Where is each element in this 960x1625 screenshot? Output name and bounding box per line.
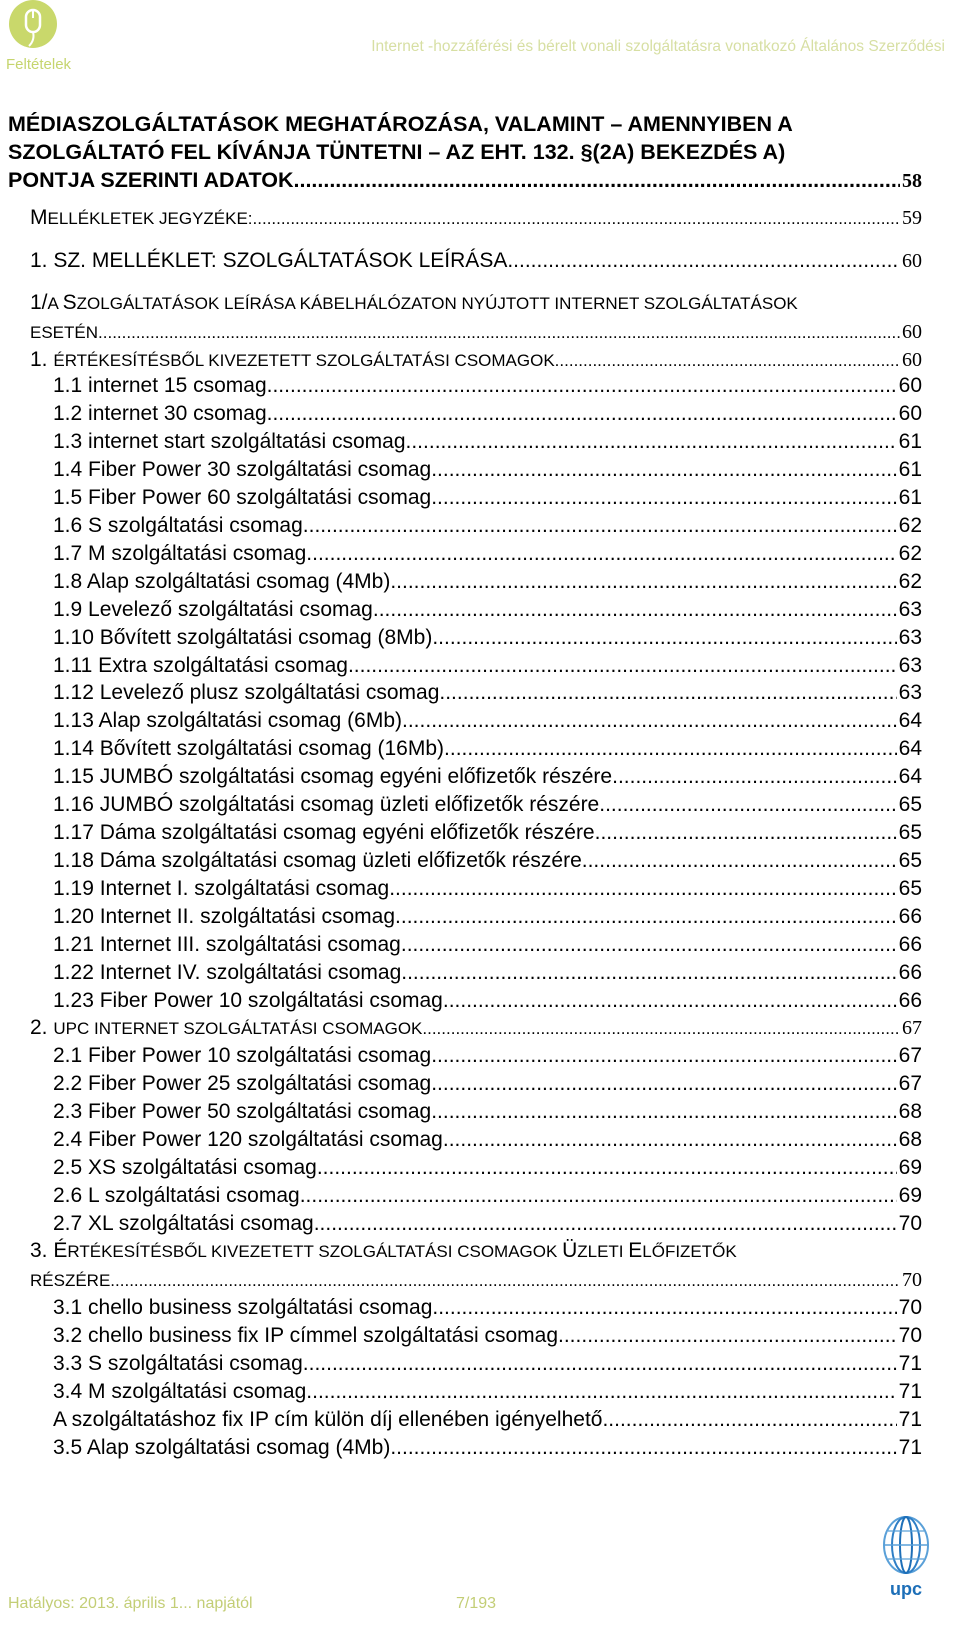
toc-text: 1/ (30, 291, 48, 314)
toc-entry-text: 2.3 Fiber Power 50 szolgáltatási csomag (53, 1100, 432, 1123)
page-number: 70 (898, 1212, 922, 1235)
page-number: 70 (898, 1296, 922, 1319)
toc-entry-sec1[interactable] (30, 348, 922, 372)
toc-entry[interactable] (53, 486, 922, 510)
toc-entry-text: 1.21 Internet III. szolgáltatási csomag (53, 933, 401, 956)
toc-entry-mellekletek[interactable] (30, 206, 922, 230)
toc-entry-text: 3.4 M szolgáltatási csomag (53, 1380, 307, 1403)
page-number: 63 (898, 597, 922, 621)
leader-dots (582, 849, 897, 873)
leader-dots (432, 1296, 896, 1320)
toc-heading-text-3: PONTJA SZERINTI ADATOK. (8, 168, 300, 192)
page-number: 62 (898, 513, 922, 537)
toc-entry[interactable] (53, 793, 922, 817)
toc-entry[interactable] (53, 765, 922, 789)
toc-entry[interactable] (53, 1128, 922, 1152)
toc-entry-sec3-line2[interactable] (30, 1269, 922, 1292)
toc-entry[interactable] (53, 654, 922, 678)
page-number: 60 (902, 349, 922, 371)
toc-entry-a-section-line1[interactable] (30, 291, 798, 315)
page-number: 65 (898, 849, 922, 873)
toc-entry[interactable] (53, 626, 922, 650)
page-number: 65 (898, 877, 922, 901)
toc-entry[interactable] (53, 877, 922, 901)
page-number: 68 (898, 1128, 922, 1151)
leader-dots (303, 514, 897, 538)
page-number: 59 (902, 207, 922, 229)
page-number: 70 (898, 1324, 922, 1347)
toc-heading-line-3[interactable] (8, 168, 922, 193)
toc-entry[interactable] (53, 1044, 922, 1068)
toc-entry-text: 1.17 Dáma szolgáltatási csomag egyéni előfizetők részére (53, 821, 595, 845)
page-number: 61 (898, 429, 922, 453)
toc-entry[interactable] (53, 1324, 922, 1348)
leader-dots (303, 1352, 897, 1376)
toc-entry-text: 3.3 S szolgáltatási csomag (53, 1352, 303, 1375)
toc-entry[interactable] (53, 1408, 922, 1432)
toc-entry[interactable] (53, 905, 922, 929)
toc-entry-text: 1.14 Bővített szolgáltatási csomag (16Mb) (53, 737, 445, 761)
toc-heading-text-1: MÉDIASZOLGÁLTATÁSOK MEGHATÁROZÁSA, VALAMINT – AMENNYIBEN A (8, 112, 793, 136)
leader-dots (431, 458, 896, 482)
toc-entry[interactable] (53, 933, 922, 957)
toc-entry[interactable] (53, 598, 922, 622)
page-number: 63 (898, 625, 922, 649)
toc-entry[interactable] (53, 1352, 922, 1376)
leader-dots (110, 1271, 900, 1291)
toc-entry[interactable] (53, 1100, 922, 1124)
toc-section-number: 3. (30, 1239, 54, 1262)
toc-entry-text: 2.2 Fiber Power 25 szolgáltatási csomag (53, 1072, 432, 1095)
footer-effective-date: Hatályos: 2013. április 1... napjától (8, 1595, 253, 1612)
toc-entry[interactable] (53, 542, 922, 566)
toc-heading-text-2: SZOLGÁLTATÓ FEL KÍVÁNJA TÜNTETNI – AZ EHT. 132. §(2A) BEKEZDÉS A) (8, 140, 786, 164)
toc-text: UPC INTERNET SZOLGÁLTATÁSI CSOMAGOK (53, 1019, 423, 1038)
toc-entry-text: 1.18 Dáma szolgáltatási csomag üzleti előfizetők részére (53, 849, 582, 873)
leader-dots (422, 1019, 900, 1039)
toc-entry[interactable] (53, 402, 922, 426)
leader-dots (608, 1408, 896, 1432)
toc-entry[interactable] (53, 430, 922, 454)
page-number: 66 (898, 905, 922, 929)
toc-entry[interactable] (53, 1156, 922, 1180)
leader-dots (431, 1072, 896, 1096)
page-number: 67 (898, 1072, 922, 1095)
page-number: 58 (902, 170, 922, 192)
page-number: 68 (898, 1100, 922, 1123)
leader-dots (317, 1156, 897, 1180)
page-number: 70 (902, 1269, 922, 1291)
leader-dots (439, 681, 896, 705)
toc-entry[interactable] (53, 1072, 922, 1096)
toc-entry[interactable] (53, 821, 922, 845)
toc-heading-line-1 (8, 112, 793, 137)
page-number: 66 (898, 988, 922, 1012)
page-number: 64 (898, 765, 922, 789)
leader-dots (253, 209, 900, 229)
page-number: 62 (898, 541, 922, 565)
toc-entry-text: 1.5 Fiber Power 60 szolgáltatási csomag (53, 485, 432, 509)
toc-entry[interactable] (53, 709, 922, 733)
toc-entry[interactable] (53, 681, 922, 705)
page-number: 65 (898, 793, 922, 817)
toc-entry-text: 3.2 chello business fix IP címmel szolgáltatási csomag (53, 1324, 559, 1347)
toc-entry-text: 1.1 internet 15 csomag (53, 374, 267, 397)
toc-entry-text: A szolgáltatáshoz fix IP cím külön díj ellenében igényelhető. (53, 1408, 609, 1431)
toc-entry[interactable] (53, 1212, 922, 1236)
toc-text: ÉRTÉKESÍTÉSBŐL KIVEZETETT SZOLGÁLTATÁSI CSOMAGOK (53, 351, 555, 370)
toc-text: ZLETI (577, 1242, 629, 1261)
page-number: 71 (898, 1408, 922, 1431)
leader-dots (612, 765, 897, 789)
toc-entry[interactable] (53, 1296, 922, 1320)
toc-text: É (53, 1239, 68, 1262)
leader-dots (406, 430, 897, 454)
leader-dots (390, 570, 896, 594)
toc-heading-line-2 (8, 140, 785, 165)
toc-entry[interactable] (53, 849, 922, 873)
toc-entry-text: 1.13 Alap szolgáltatási csomag (6Mb) (53, 709, 403, 733)
toc-section-number: 2. (30, 1016, 54, 1039)
page-number: 64 (898, 709, 922, 733)
leader-dots (431, 486, 896, 510)
toc-entry-text: 1.15 JUMBÓ szolgáltatási csomag egyéni előfizetők részére (53, 765, 613, 789)
toc-entry-text: 1.23 Fiber Power 10 szolgáltatási csomag (53, 988, 443, 1012)
page-number: 61 (898, 485, 922, 509)
page-number: 60 (898, 374, 922, 397)
toc-entry-text: 1.2 internet 30 csomag (53, 401, 267, 425)
header-left-label: Feltételek (6, 56, 72, 73)
toc-entry-text: 2.6 L szolgáltatási csomag (53, 1184, 300, 1207)
leader-dots (306, 542, 896, 566)
toc-text: 1. SZ. MELLÉKLET: SZOLGÁLTATÁSOK LEÍRÁSA (30, 249, 508, 272)
toc-entry[interactable] (53, 1184, 922, 1208)
page-footer (0, 1555, 960, 1625)
leader-dots (373, 598, 897, 622)
page-number: 66 (898, 933, 922, 956)
page-number: 71 (898, 1436, 922, 1459)
leader-dots (444, 737, 897, 761)
page-number: 67 (898, 1044, 922, 1067)
leader-dots (401, 961, 896, 985)
toc-entry-sec2[interactable] (30, 1016, 922, 1040)
toc-entry[interactable] (53, 737, 922, 761)
page-number: 66 (898, 960, 922, 984)
leader-dots (558, 1324, 897, 1348)
leader-dots (267, 402, 897, 426)
toc-entry[interactable] (53, 961, 922, 985)
leader-dots (390, 1436, 896, 1460)
toc-entry-text: 2.5 XS szolgáltatási csomag (53, 1156, 317, 1179)
toc-entry-a-section-line2[interactable] (30, 321, 922, 344)
page-number: 60 (902, 250, 922, 272)
toc-entry-text: 1.11 Extra szolgáltatási csomag (53, 653, 348, 677)
toc-text: Ü (562, 1239, 578, 1262)
page-number: 62 (898, 569, 922, 593)
toc-entry-text: 1.20 Internet II. szolgáltatási csomag (53, 905, 396, 929)
leader-dots (98, 323, 900, 343)
leader-dots (267, 374, 897, 398)
page-number: 67 (902, 1017, 922, 1039)
leader-dots (299, 168, 900, 193)
toc-entry-sec3-line1[interactable] (30, 1239, 737, 1263)
toc-entry-text: 2.4 Fiber Power 120 szolgáltatási csomag (53, 1128, 443, 1151)
toc-entry[interactable] (53, 514, 922, 538)
toc-entry-text: 1.4 Fiber Power 30 szolgáltatási csomag (53, 457, 432, 481)
page-number: 60 (898, 401, 922, 425)
page-number: 61 (898, 457, 922, 481)
page-number: 60 (902, 321, 922, 343)
toc-text: RTÉKESÍTÉSBŐL KIVEZETETT SZOLGÁLTATÁSI CSOMAGOK (67, 1242, 563, 1261)
toc-text: A (47, 294, 63, 313)
toc-entry[interactable] (53, 570, 922, 594)
toc-entry-text: 1.10 Bővített szolgáltatási csomag (8Mb) (53, 625, 433, 649)
page-number: 69 (898, 1184, 922, 1207)
upc-logo-text: upc (889, 1579, 923, 1599)
toc-text: S (62, 291, 77, 314)
toc-entry-text: 1.3 internet start szolgáltatási csomag (53, 429, 406, 453)
toc-entry[interactable] (53, 1436, 922, 1460)
leader-dots (389, 877, 896, 901)
leader-dots (507, 249, 900, 273)
page-number: 71 (898, 1380, 922, 1403)
toc-entry-text: 1.12 Levelező plusz szolgáltatási csomag (53, 681, 440, 705)
leader-dots (443, 989, 897, 1013)
toc-entry[interactable] (53, 374, 922, 398)
mouse-badge-icon (5, 0, 61, 56)
toc-entry-sz1[interactable] (30, 249, 922, 273)
page-number: 64 (898, 737, 922, 761)
toc-entry[interactable] (53, 458, 922, 482)
leader-dots (348, 654, 897, 678)
footer-page-number: 7/193 (456, 1595, 497, 1612)
leader-dots (402, 709, 897, 733)
toc-text: ELLÉKLETEK JEGYZÉKE: (47, 209, 253, 228)
leader-dots (555, 351, 900, 371)
leader-dots (443, 1128, 897, 1152)
leader-dots (395, 905, 897, 929)
toc-entry-text: 3.1 chello business szolgáltatási csomag (53, 1296, 433, 1319)
upc-logo-icon (866, 1505, 946, 1605)
page-header (0, 0, 960, 80)
toc-entry-text: 1.16 JUMBÓ szolgáltatási csomag üzleti előfizetők részére (53, 793, 600, 817)
toc-entry-text: 3.5 Alap szolgáltatási csomag (4Mb) (53, 1436, 391, 1459)
leader-dots (432, 626, 896, 650)
toc-entry[interactable] (53, 1380, 922, 1404)
leader-dots (314, 1212, 897, 1236)
toc-text: LŐFIZETŐK (642, 1242, 737, 1261)
header-title: Internet -hozzáférési és bérelt vonali szolgáltatásra vonatkozó Általános Szerződési (371, 38, 945, 55)
page-number: 63 (898, 681, 922, 705)
leader-dots (300, 1184, 897, 1208)
leader-dots (431, 1100, 896, 1124)
toc-text: ESETÉN (30, 323, 99, 342)
toc-entry-text: 1.7 M szolgáltatási csomag (53, 541, 307, 565)
toc-entry-text: 2.7 XL szolgáltatási csomag (53, 1212, 314, 1235)
toc-text-initial: M (30, 206, 48, 229)
page-number: 71 (898, 1352, 922, 1375)
leader-dots (599, 793, 896, 817)
toc-entry-text: 2.1 Fiber Power 10 szolgáltatási csomag (53, 1044, 432, 1067)
toc-entry-text: 1.9 Levelező szolgáltatási csomag (53, 597, 373, 621)
toc-section-number: 1. (30, 348, 54, 371)
page-number: 69 (898, 1156, 922, 1179)
leader-dots (431, 1044, 896, 1068)
toc-text: E (628, 1239, 643, 1262)
toc-entry-text: 1.6 S szolgáltatási csomag (53, 513, 303, 537)
toc-entry-text: 1.22 Internet IV. szolgáltatási csomag (53, 960, 402, 984)
toc-entry-text: 1.8 Alap szolgáltatási csomag (4Mb) (53, 569, 391, 593)
toc-entry[interactable] (53, 989, 922, 1013)
leader-dots (306, 1380, 896, 1404)
page-number: 65 (898, 821, 922, 845)
toc-text: ZOLGÁLTATÁSOK LEÍRÁSA KÁBELHÁLÓZATON NYÚJTOTT INTERNET SZOLGÁLTATÁSOK (76, 294, 798, 313)
leader-dots (595, 821, 897, 845)
toc-text: RÉSZÉRE (30, 1271, 111, 1290)
toc-entry-text: 1.19 Internet I. szolgáltatási csomag (53, 877, 390, 901)
leader-dots (401, 933, 897, 957)
page-number: 63 (898, 653, 922, 677)
